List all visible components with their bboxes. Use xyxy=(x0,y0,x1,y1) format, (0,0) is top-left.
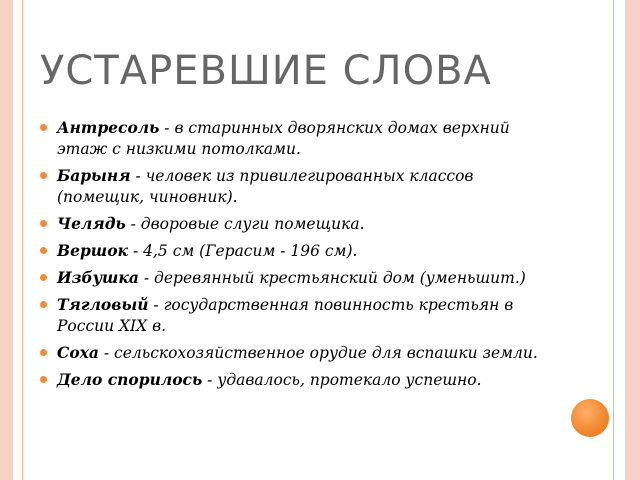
bullet-icon xyxy=(40,172,47,179)
bullet-icon xyxy=(40,349,47,356)
term: Тягловый xyxy=(57,295,149,314)
list-item xyxy=(40,213,560,235)
left-border-line xyxy=(22,0,23,480)
definition: - сельскохозяйственное орудие для вспашки земли. xyxy=(98,344,538,362)
slide-title: УСТАРЕВШИЕ СЛОВА xyxy=(40,48,492,94)
list-item xyxy=(40,342,560,364)
definition: - дворовые слуги помещика. xyxy=(125,215,365,233)
definition: - государственная повинность крестьян в России XIX в. xyxy=(57,296,514,335)
list-item xyxy=(40,117,560,160)
list-item xyxy=(40,267,560,289)
list-item xyxy=(40,165,560,208)
definition-list xyxy=(40,117,560,396)
bullet-icon xyxy=(40,301,47,308)
bullet-icon xyxy=(40,124,47,131)
term: Соха xyxy=(57,343,99,362)
list-item xyxy=(40,240,560,262)
right-border-decoration xyxy=(625,0,640,480)
term: Избушка xyxy=(57,268,139,287)
definition: - человек из привилегированных классов (помещик, чиновник). xyxy=(57,167,474,206)
orange-circle-decoration xyxy=(571,399,609,437)
right-border-line xyxy=(613,0,614,480)
term: Вершок xyxy=(57,241,129,260)
list-item xyxy=(40,294,560,337)
definition: - удавалось, протекало успешно. xyxy=(202,371,482,389)
definition: - в старинных дворянских домах верхний этаж с низкими потолками. xyxy=(57,119,510,158)
bullet-icon xyxy=(40,247,47,254)
definition: - деревянный крестьянский дом (уменьшит.) xyxy=(138,269,526,287)
term: Челядь xyxy=(57,214,126,233)
bullet-icon xyxy=(40,274,47,281)
definition: - 4,5 см (Герасим - 196 см). xyxy=(128,242,358,260)
term: Дело спорилось xyxy=(57,370,203,389)
term: Барыня xyxy=(57,166,131,185)
bullet-icon xyxy=(40,220,47,227)
left-border-decoration xyxy=(0,0,13,480)
list-item xyxy=(40,369,560,391)
term: Антресоль xyxy=(57,118,160,137)
bullet-icon xyxy=(40,376,47,383)
